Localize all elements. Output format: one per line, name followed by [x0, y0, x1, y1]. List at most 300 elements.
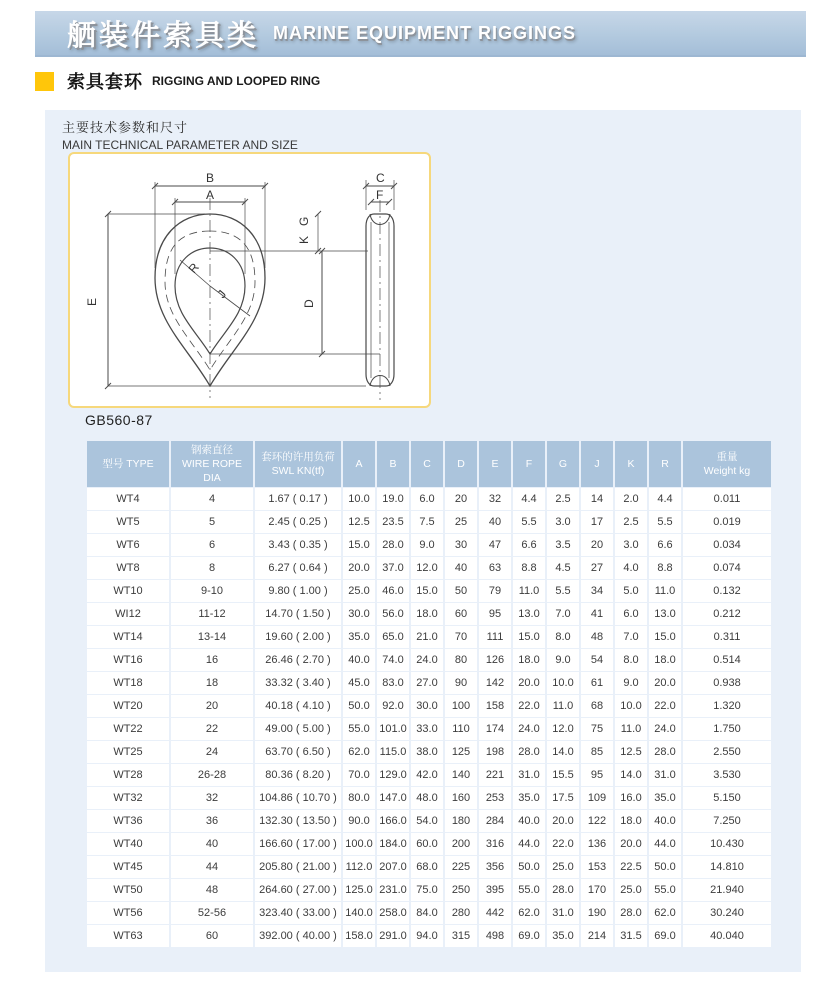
table-cell: 20.0 [513, 672, 545, 694]
table-cell: 21.0 [411, 626, 443, 648]
table-cell: 166.60 ( 17.00 ) [255, 833, 341, 855]
intro-block [45, 110, 801, 154]
table-row [87, 856, 771, 878]
content-panel [45, 110, 801, 972]
table-row [87, 534, 771, 556]
column-header: K [615, 441, 647, 487]
table-cell: 70 [445, 626, 477, 648]
table-cell: 85 [581, 741, 613, 763]
table-cell: 18 [171, 672, 253, 694]
table-cell: 198 [479, 741, 511, 763]
dim-label-d: D [302, 299, 316, 308]
table-cell: 40 [171, 833, 253, 855]
dim-label-j: J [214, 287, 230, 301]
table-row [87, 925, 771, 947]
column-header: R [649, 441, 681, 487]
table-cell: 80.36 ( 8.20 ) [255, 764, 341, 786]
table-cell: 46.0 [377, 580, 409, 602]
table-cell: 3.530 [683, 764, 771, 786]
table-cell: 11.0 [513, 580, 545, 602]
table-cell: 68 [581, 695, 613, 717]
dim-label-a: A [206, 188, 215, 202]
table-cell: 28.0 [615, 902, 647, 924]
table-cell: 28.0 [649, 741, 681, 763]
table-cell: 60.0 [411, 833, 443, 855]
table-cell: 115.0 [377, 741, 409, 763]
table-cell: 92.0 [377, 695, 409, 717]
table-cell: 184.0 [377, 833, 409, 855]
table-cell: 28.0 [547, 879, 579, 901]
table-cell: 158.0 [343, 925, 375, 947]
table-cell: 11.0 [615, 718, 647, 740]
table-cell: 31.0 [649, 764, 681, 786]
table-row [87, 580, 771, 602]
column-header: 型号 TYPE [87, 441, 169, 487]
table-cell: 221 [479, 764, 511, 786]
table-row [87, 810, 771, 832]
table-cell: 16.0 [615, 787, 647, 809]
table-cell: 20 [445, 488, 477, 510]
table-cell: 109 [581, 787, 613, 809]
table-cell: 2.550 [683, 741, 771, 763]
table-cell: 15.0 [513, 626, 545, 648]
column-header: A [343, 441, 375, 487]
table-cell: 42.0 [411, 764, 443, 786]
table-cell: 0.311 [683, 626, 771, 648]
table-cell: 250 [445, 879, 477, 901]
table-cell: 62.0 [513, 902, 545, 924]
table-cell: 258.0 [377, 902, 409, 924]
table-cell: 35.0 [513, 787, 545, 809]
table-cell: WT32 [87, 787, 169, 809]
table-cell: WT4 [87, 488, 169, 510]
banner-title-zh: 舾装件索具类 [67, 19, 260, 52]
table-cell: 12.0 [411, 557, 443, 579]
table-cell: 33.0 [411, 718, 443, 740]
table-cell: 122 [581, 810, 613, 832]
table-cell: 207.0 [377, 856, 409, 878]
table-cell: 40.18 ( 4.10 ) [255, 695, 341, 717]
table-cell: 22.5 [615, 856, 647, 878]
table-cell: 20 [171, 695, 253, 717]
table-cell: 7.0 [615, 626, 647, 648]
table-cell: WT6 [87, 534, 169, 556]
table-row [87, 672, 771, 694]
table-cell: 95 [581, 764, 613, 786]
table-cell: 65.0 [377, 626, 409, 648]
table-cell: WT63 [87, 925, 169, 947]
table-header-row [87, 441, 771, 487]
table-cell: 62.0 [343, 741, 375, 763]
table-cell: 30.0 [411, 695, 443, 717]
table-cell: 48.0 [411, 787, 443, 809]
yellow-square-icon [35, 72, 54, 91]
table-cell: WI12 [87, 603, 169, 625]
table-cell: 8.0 [547, 626, 579, 648]
column-header: C [411, 441, 443, 487]
table-cell: WT10 [87, 580, 169, 602]
table-cell: 6.0 [411, 488, 443, 510]
table-cell: 14 [581, 488, 613, 510]
table-cell: 21.940 [683, 879, 771, 901]
column-header: 重量 Weight kg [683, 441, 771, 487]
table-cell: 5.150 [683, 787, 771, 809]
table-cell: 38.0 [411, 741, 443, 763]
table-cell: 3.5 [547, 534, 579, 556]
table-cell: 280 [445, 902, 477, 924]
table-cell: 11-12 [171, 603, 253, 625]
table-cell: 80.0 [343, 787, 375, 809]
intro-line-zh: 主要技术参数和尺寸 [62, 120, 189, 135]
table-cell: 10.430 [683, 833, 771, 855]
table-cell: 79 [479, 580, 511, 602]
table-cell: 5.5 [547, 580, 579, 602]
table-cell: 12.5 [343, 511, 375, 533]
table-cell: 22 [171, 718, 253, 740]
table-cell: 25.0 [343, 580, 375, 602]
table-cell: 101.0 [377, 718, 409, 740]
table-cell: 37.0 [377, 557, 409, 579]
table-cell: 6.6 [649, 534, 681, 556]
table-cell: 55.0 [513, 879, 545, 901]
table-cell: 2.5 [547, 488, 579, 510]
column-header: B [377, 441, 409, 487]
section-title-en: RIGGING AND LOOPED RING [152, 74, 321, 88]
table-cell: 14.0 [615, 764, 647, 786]
table-cell: 54.0 [411, 810, 443, 832]
table-cell: 75 [581, 718, 613, 740]
table-cell: 1.67 ( 0.17 ) [255, 488, 341, 510]
table-cell: 7.5 [411, 511, 443, 533]
table-cell: 111 [479, 626, 511, 648]
table-cell: WT18 [87, 672, 169, 694]
table-cell: 253 [479, 787, 511, 809]
table-cell: 4.0 [615, 557, 647, 579]
table-row [87, 718, 771, 740]
dim-label-e: E [85, 297, 99, 306]
table-cell: WT36 [87, 810, 169, 832]
table-cell: 8.0 [615, 649, 647, 671]
table-cell: 2.45 ( 0.25 ) [255, 511, 341, 533]
table-cell: 205.80 ( 21.00 ) [255, 856, 341, 878]
table-cell: 50.0 [649, 856, 681, 878]
table-row [87, 764, 771, 786]
section-header [35, 70, 320, 92]
table-cell: 32 [479, 488, 511, 510]
table-cell: 2.5 [615, 511, 647, 533]
table-cell: 104.86 ( 10.70 ) [255, 787, 341, 809]
table-cell: 100.0 [343, 833, 375, 855]
table-cell: 140.0 [343, 902, 375, 924]
table-cell: 27.0 [411, 672, 443, 694]
table-cell: 48 [581, 626, 613, 648]
table-cell: 323.40 ( 33.00 ) [255, 902, 341, 924]
table-cell: 6.6 [513, 534, 545, 556]
table-cell: 50.0 [513, 856, 545, 878]
table-cell: 125.0 [343, 879, 375, 901]
table-cell: 225 [445, 856, 477, 878]
table-cell: 48 [171, 879, 253, 901]
table-row [87, 626, 771, 648]
table-row [87, 488, 771, 510]
table-cell: 0.019 [683, 511, 771, 533]
table-cell: 15.5 [547, 764, 579, 786]
table-cell: 20 [581, 534, 613, 556]
table-cell: 14.0 [547, 741, 579, 763]
table-cell: 5.0 [615, 580, 647, 602]
table-cell: 40 [479, 511, 511, 533]
table-cell: 11.0 [547, 695, 579, 717]
table-cell: 28.0 [377, 534, 409, 556]
table-row [87, 833, 771, 855]
technical-drawing-box [68, 152, 431, 408]
table-cell: 20.0 [649, 672, 681, 694]
section-title-zh: 索具套环 [67, 72, 143, 92]
table-cell: WT8 [87, 557, 169, 579]
table-cell: 20.0 [615, 833, 647, 855]
table-row [87, 557, 771, 579]
table-cell: 40.0 [649, 810, 681, 832]
table-cell: 166.0 [377, 810, 409, 832]
table-cell: 18.0 [513, 649, 545, 671]
parameters-table-wrap [85, 440, 773, 948]
table-cell: 25 [445, 511, 477, 533]
table-cell: 50.0 [343, 695, 375, 717]
table-cell: 15.0 [411, 580, 443, 602]
table-cell: WT28 [87, 764, 169, 786]
column-header: J [581, 441, 613, 487]
table-cell: 74.0 [377, 649, 409, 671]
table-cell: 35.0 [547, 925, 579, 947]
table-cell: WT14 [87, 626, 169, 648]
table-cell: 69.0 [513, 925, 545, 947]
table-cell: 30 [445, 534, 477, 556]
table-cell: 11.0 [649, 580, 681, 602]
table-cell: 17 [581, 511, 613, 533]
table-cell: 90 [445, 672, 477, 694]
table-cell: 23.5 [377, 511, 409, 533]
thimble-drawing [70, 154, 429, 406]
table-cell: 2.0 [615, 488, 647, 510]
table-cell: 94.0 [411, 925, 443, 947]
table-cell: 22.0 [649, 695, 681, 717]
table-cell: WT25 [87, 741, 169, 763]
dim-label-b: B [206, 171, 215, 185]
table-cell: 17.5 [547, 787, 579, 809]
table-cell: 136 [581, 833, 613, 855]
table-cell: 16 [171, 649, 253, 671]
table-cell: 54 [581, 649, 613, 671]
table-cell: 47 [479, 534, 511, 556]
table-cell: 13.0 [513, 603, 545, 625]
table-cell: 190 [581, 902, 613, 924]
table-cell: WT22 [87, 718, 169, 740]
table-cell: 18.0 [411, 603, 443, 625]
table-cell: 25.0 [615, 879, 647, 901]
table-cell: 5.5 [649, 511, 681, 533]
table-cell: 69.0 [649, 925, 681, 947]
table-cell: 83.0 [377, 672, 409, 694]
table-cell: 3.43 ( 0.35 ) [255, 534, 341, 556]
table-cell: 22.0 [547, 833, 579, 855]
column-header: E [479, 441, 511, 487]
column-header: G [547, 441, 579, 487]
table-cell: 442 [479, 902, 511, 924]
table-cell: 112.0 [343, 856, 375, 878]
table-cell: 33.32 ( 3.40 ) [255, 672, 341, 694]
table-cell: 55.0 [649, 879, 681, 901]
table-cell: 40.040 [683, 925, 771, 947]
table-cell: 44.0 [513, 833, 545, 855]
table-cell: 55.0 [343, 718, 375, 740]
table-cell: 315 [445, 925, 477, 947]
table-cell: 50 [445, 580, 477, 602]
table-cell: 0.132 [683, 580, 771, 602]
table-cell: 25.0 [547, 856, 579, 878]
table-cell: 140 [445, 764, 477, 786]
table-cell: 5 [171, 511, 253, 533]
table-cell: 0.212 [683, 603, 771, 625]
table-cell: 52-56 [171, 902, 253, 924]
table-cell: 4.4 [649, 488, 681, 510]
table-cell: 1.750 [683, 718, 771, 740]
table-cell: 27 [581, 557, 613, 579]
table-cell: 10.0 [547, 672, 579, 694]
table-cell: 40 [445, 557, 477, 579]
table-cell: 19.60 ( 2.00 ) [255, 626, 341, 648]
table-cell: 14.70 ( 1.50 ) [255, 603, 341, 625]
table-row [87, 695, 771, 717]
dim-label-k: K [297, 235, 311, 244]
table-cell: 14.810 [683, 856, 771, 878]
table-cell: 18.0 [615, 810, 647, 832]
table-cell: 22.0 [513, 695, 545, 717]
table-cell: 10.0 [615, 695, 647, 717]
table-cell: WT50 [87, 879, 169, 901]
table-cell: 126 [479, 649, 511, 671]
table-cell: 291.0 [377, 925, 409, 947]
table-cell: 0.074 [683, 557, 771, 579]
table-cell: 61 [581, 672, 613, 694]
table-cell: 125 [445, 741, 477, 763]
table-cell: 4.4 [513, 488, 545, 510]
table-cell: 316 [479, 833, 511, 855]
table-cell: 40.0 [513, 810, 545, 832]
table-cell: WT56 [87, 902, 169, 924]
table-cell: 100 [445, 695, 477, 717]
table-cell: 9.0 [615, 672, 647, 694]
parameters-table [85, 440, 773, 948]
table-row [87, 741, 771, 763]
table-row [87, 603, 771, 625]
table-cell: 70.0 [343, 764, 375, 786]
table-cell: 142 [479, 672, 511, 694]
table-cell: 80 [445, 649, 477, 671]
table-cell: 84.0 [411, 902, 443, 924]
table-cell: 34 [581, 580, 613, 602]
table-cell: 180 [445, 810, 477, 832]
table-cell: 0.938 [683, 672, 771, 694]
table-cell: 170 [581, 879, 613, 901]
table-cell: 9.80 ( 1.00 ) [255, 580, 341, 602]
table-cell: 147.0 [377, 787, 409, 809]
table-cell: 110 [445, 718, 477, 740]
table-cell: 62.0 [649, 902, 681, 924]
table-cell: 8 [171, 557, 253, 579]
table-cell: 132.30 ( 13.50 ) [255, 810, 341, 832]
table-cell: 63.70 ( 6.50 ) [255, 741, 341, 763]
table-cell: 498 [479, 925, 511, 947]
table-cell: 6.27 ( 0.64 ) [255, 557, 341, 579]
table-cell: 26-28 [171, 764, 253, 786]
table-cell: 75.0 [411, 879, 443, 901]
table-cell: 12.0 [547, 718, 579, 740]
table-cell: 0.514 [683, 649, 771, 671]
table-cell: 49.00 ( 5.00 ) [255, 718, 341, 740]
column-header: F [513, 441, 545, 487]
intro-line-en: MAIN TECHNICAL PARAMETER AND SIZE [62, 138, 298, 152]
table-cell: 31.0 [547, 902, 579, 924]
table-cell: 0.011 [683, 488, 771, 510]
table-cell: 0.034 [683, 534, 771, 556]
table-cell: 44.0 [649, 833, 681, 855]
table-cell: 56.0 [377, 603, 409, 625]
table-cell: 41 [581, 603, 613, 625]
table-cell: 9-10 [171, 580, 253, 602]
table-cell: 68.0 [411, 856, 443, 878]
table-row [87, 787, 771, 809]
table-cell: 3.0 [547, 511, 579, 533]
table-cell: 30.240 [683, 902, 771, 924]
table-cell: 4 [171, 488, 253, 510]
table-cell: 26.46 ( 2.70 ) [255, 649, 341, 671]
table-cell: 45.0 [343, 672, 375, 694]
table-cell: 9.0 [547, 649, 579, 671]
table-cell: 32 [171, 787, 253, 809]
table-cell: 356 [479, 856, 511, 878]
table-cell: 5.5 [513, 511, 545, 533]
table-cell: 160 [445, 787, 477, 809]
page-banner [35, 11, 806, 57]
table-cell: 392.00 ( 40.00 ) [255, 925, 341, 947]
table-row [87, 902, 771, 924]
dim-label-g: G [297, 216, 311, 226]
table-cell: 15.0 [649, 626, 681, 648]
table-cell: 4.5 [547, 557, 579, 579]
table-cell: 284 [479, 810, 511, 832]
table-cell: 60 [171, 925, 253, 947]
table-cell: 13-14 [171, 626, 253, 648]
table-cell: 44 [171, 856, 253, 878]
table-cell: 28.0 [513, 741, 545, 763]
table-cell: 35.0 [649, 787, 681, 809]
table-cell: 153 [581, 856, 613, 878]
table-cell: 18.0 [649, 649, 681, 671]
table-cell: 24.0 [649, 718, 681, 740]
table-cell: 40.0 [343, 649, 375, 671]
table-cell: 13.0 [649, 603, 681, 625]
table-cell: 24.0 [411, 649, 443, 671]
table-cell: 6.0 [615, 603, 647, 625]
table-cell: 174 [479, 718, 511, 740]
table-cell: 231.0 [377, 879, 409, 901]
standard-code: GB560-87 [85, 412, 153, 428]
table-cell: WT20 [87, 695, 169, 717]
table-cell: 20.0 [343, 557, 375, 579]
column-header: 套环的许用负荷 SWL KN(tf) [255, 441, 341, 487]
table-cell: 158 [479, 695, 511, 717]
table-cell: WT5 [87, 511, 169, 533]
